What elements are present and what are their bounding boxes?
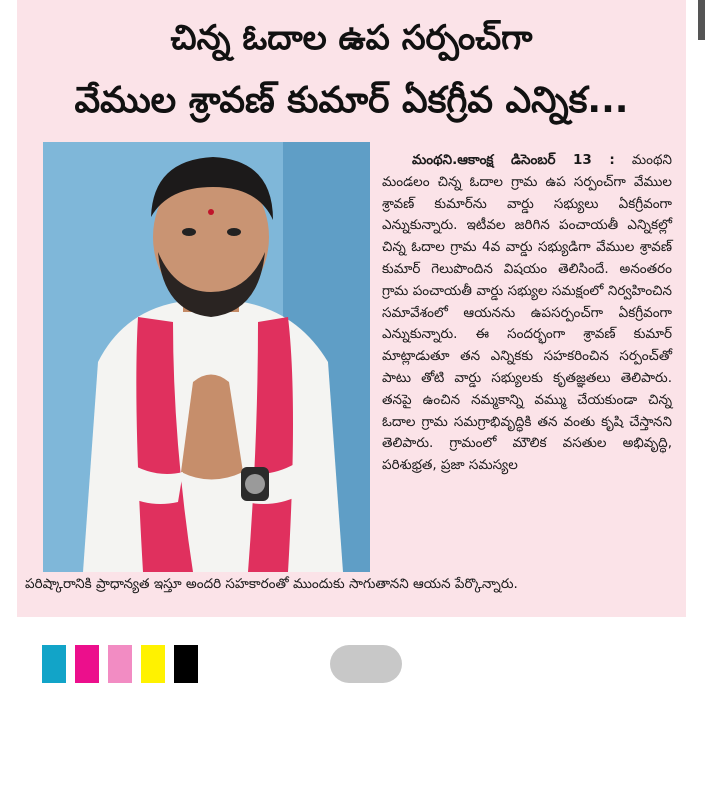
article-body-text: మంథని మండలం చిన్న ఓదాల గ్రామ ఉప సర్పంచ్‌గా వేముల శ్రావణ్ కుమార్‌ను వార్డు సభ్యులు ఏకగ్రీవంగా ఎన్నుకున్నారు. ఇటీవల జరిగిన పంచాయతీ ఎన్నికల్లో చిన్న ఓదాల గ్రామ 4వ వార్డు సభ్యుడిగా వేముల శ్రావణ్ కుమార్ గెలుపొందిన విషయం తెలిసిందే. అనంతరం గ్రామ పంచాయతీ వార్డు సభ్యుల సమక్షంలో నిర్వహించిన సమావేశంలో ఆయనను ఉపసర్పంచ్‌గా ఏకగ్రీవంగా ఎన్నుకున్నారు. ఈ సందర్భంగా శ్రావణ్ కుమార్ మాట్లాడుతూ తన ఎన్నికకు సహకరించిన సర్పంచ్‌తో పాటు తోటి వార్డు సభ్యులకు కృతజ్ఞతలు తెలిపారు. తనపై ఉంచిన నమ్మకాన్ని వమ్ము చేయకుండా చిన్న ఓదాల గ్రామ సమగ్రాభివృద్ధికి తన వంతు కృషి చేస్తానని తెలిపారు. గ్రామంలో మౌలిక వసతుల అభివృద్ధి, పరిశుభ్రత, ప్రజా సమస్యల: [382, 152, 673, 474]
headline-line-2: వేముల శ్రావణ్ కుమార్ ఏకగ్రీవ ఎన్నిక...: [74, 80, 629, 121]
color-registration-swatches: [42, 645, 198, 683]
article-body-continued: పరిష్కారానికి ప్రాధాన్యత ఇస్తూ అందరి సహకారంతో ముందుకు సాగుతానని ఆయన పేర్కొన్నారు.: [25, 576, 518, 592]
gray-pill-button[interactable]: [330, 645, 402, 683]
pink-swatch: [108, 645, 132, 683]
headline-line-1: చిన్న ఓదాల ఉప సర్పంచ్‌గా: [170, 18, 533, 58]
photo-illustration: [43, 142, 370, 572]
person-namaste-photo: [43, 142, 370, 572]
cyan-swatch: [42, 645, 66, 683]
black-swatch: [174, 645, 198, 683]
yellow-swatch: [141, 645, 165, 683]
article-body: [382, 150, 672, 477]
dateline: మంథని.ఆకాంక్ష డిసెంబర్ 13 :: [412, 152, 615, 168]
magenta-swatch: [75, 645, 99, 683]
news-article: [17, 0, 686, 617]
page-edge-strip: [698, 0, 705, 40]
